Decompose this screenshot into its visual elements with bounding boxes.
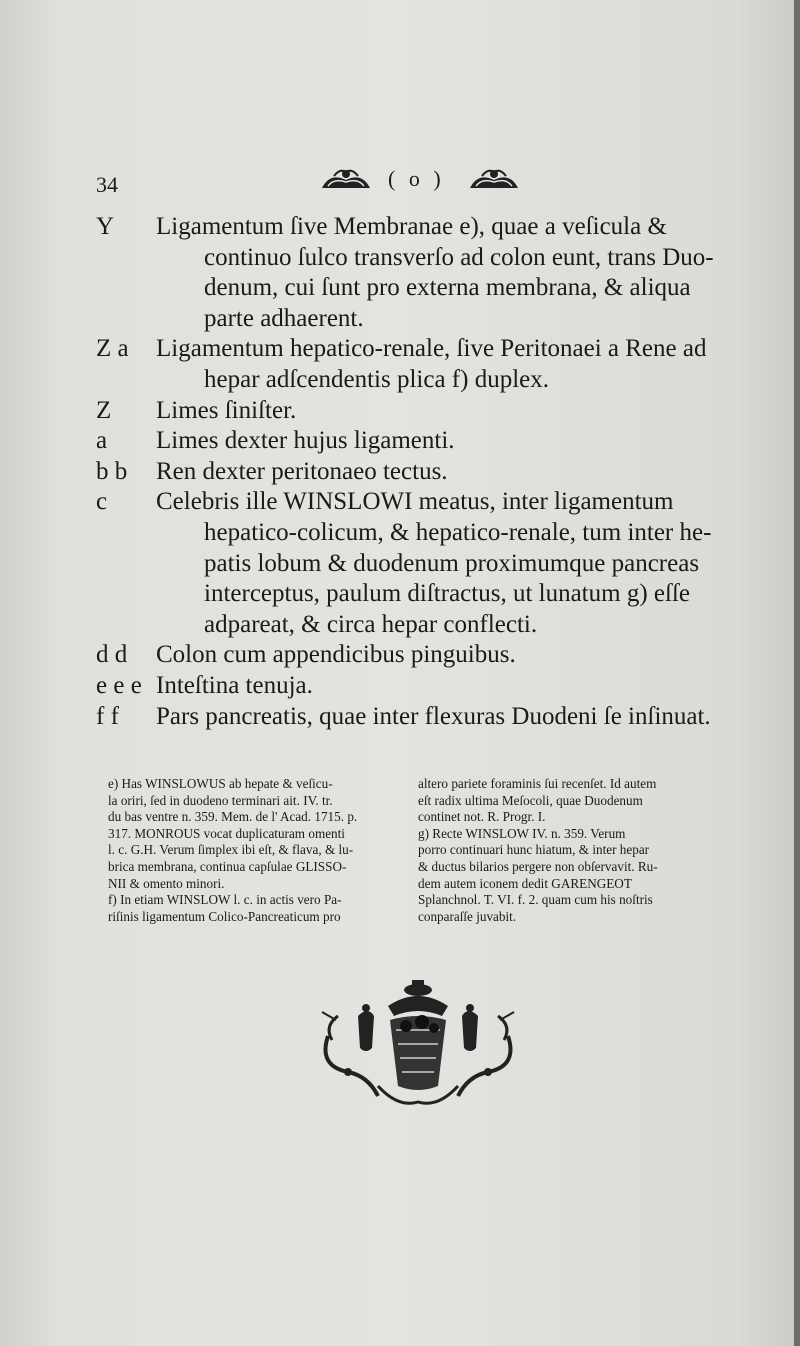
legend-line: Celebris ille WINSLOWI meatus, inter ligamentum bbox=[156, 488, 674, 516]
footnote-line: f) In etiam WINSLOW l. c. in actis vero Pa- bbox=[108, 892, 342, 908]
legend-line: Pars pancreatis, quae inter flexuras Duodeni ſe inſinuat. bbox=[156, 702, 711, 730]
legend-text bbox=[156, 426, 746, 457]
legend-entry bbox=[96, 457, 746, 488]
legend-key: b b bbox=[96, 457, 128, 485]
legend-key: a bbox=[96, 427, 108, 455]
legend-line: adpareat, & circa hepar conflecti. bbox=[204, 610, 538, 638]
legend-key: Y bbox=[96, 213, 115, 240]
legend-line: Ren dexter peritonaeo tectus. bbox=[156, 457, 448, 485]
footnote-line: g) Recte WINSLOW IV. n. 359. Verum bbox=[418, 825, 626, 841]
legend-line: Limes dexter hujus ligamenti. bbox=[156, 427, 455, 455]
legend-entry bbox=[96, 487, 746, 640]
footnote-column-right bbox=[418, 776, 714, 925]
legend-entry bbox=[96, 334, 746, 395]
legend-text bbox=[156, 487, 746, 640]
legend-entry bbox=[96, 212, 746, 334]
footnote-line: altero pariete foraminis ſui recenſet. Id autem bbox=[418, 776, 657, 791]
legend-line: parte adhaerent. bbox=[204, 304, 364, 332]
legend-line: Ligamentum ſive Membranae e), quae a veſicula & bbox=[156, 213, 667, 240]
header-mark: ( o ) bbox=[388, 166, 445, 191]
legend-entry bbox=[96, 640, 746, 671]
footnote-line: NII & omento minori. bbox=[108, 875, 225, 891]
footnote-line: e) Has WINSLOWUS ab hepate & veſicu- bbox=[108, 776, 333, 791]
footnote-line: eſt radix ultima Meſocoli, quae Duodenum bbox=[418, 792, 643, 808]
legend-line: Limes ſiniſter. bbox=[156, 396, 297, 424]
legend-line: interceptus, paulum diſtractus, ut lunatum g) eſſe bbox=[204, 580, 690, 608]
legend-key: Z a bbox=[96, 335, 129, 363]
header-ornament-group bbox=[320, 162, 520, 198]
page-number: 34 bbox=[96, 172, 118, 197]
legend-line: Colon cum appendicibus pinguibus. bbox=[156, 641, 516, 669]
right-fleuron-icon bbox=[468, 166, 520, 192]
footnote-line: brica membrana, continua capſulae GLISSO- bbox=[108, 858, 347, 874]
legend-key: Z bbox=[96, 396, 112, 424]
page-edge-shadow bbox=[794, 0, 800, 1346]
legend-line: hepatico-colicum, & hepatico-renale, tum inter he- bbox=[204, 518, 712, 546]
legend-text bbox=[156, 212, 746, 334]
page-header bbox=[0, 160, 800, 200]
footnote-line: continet not. R. Progr. I. bbox=[418, 809, 546, 825]
footnote-line: la oriri, ſed in duodeno terminari ait. IV. tr. bbox=[108, 792, 333, 808]
legend-text bbox=[156, 457, 746, 488]
legend-line: patis lobum & duodenum proximumque pancreas bbox=[204, 549, 700, 577]
left-fleuron-icon bbox=[320, 166, 372, 192]
legend-line: Ligamentum hepatico-renale, ſive Peritonaei a Rene ad bbox=[156, 335, 707, 363]
footnote-line: porro continuari hunc hiatum, & inter hepar bbox=[418, 842, 650, 858]
legend-text bbox=[156, 396, 746, 427]
figure-legend-entries bbox=[96, 212, 746, 732]
legend-entry bbox=[96, 426, 746, 457]
footnote-line: du bas ventre n. 359. Mem. de l' Acad. 1715. p. bbox=[108, 809, 358, 825]
legend-text bbox=[156, 702, 746, 733]
legend-text bbox=[156, 334, 746, 395]
legend-line: hepar adſcendentis plica f) duplex. bbox=[204, 365, 549, 393]
legend-text bbox=[156, 671, 746, 702]
legend-text bbox=[156, 640, 746, 671]
footnote-line: conparaſſe juvabit. bbox=[418, 908, 517, 924]
footnote-line: 317. MONROUS vocat duplicaturam omenti bbox=[108, 825, 345, 841]
legend-line: denum, cui ſunt pro externa membrana, & aliqua bbox=[204, 274, 691, 302]
footnote-line: & ductus bilarios pergere non obſervavit. Ru- bbox=[418, 858, 658, 874]
legend-entry bbox=[96, 396, 746, 427]
footnote-line: riſinis ligamentum Colico-Pancreaticum pro bbox=[108, 908, 341, 924]
legend-line: continuo ſulco transverſo ad colon eunt, trans Duo- bbox=[204, 243, 714, 271]
footnote-line: dem autem iconem dedit GARENGEOT bbox=[418, 875, 632, 891]
legend-key: f f bbox=[96, 702, 119, 730]
legend-key: e e e bbox=[96, 671, 142, 699]
legend-key: d d bbox=[96, 641, 128, 669]
legend-line: Inteſtina tenuja. bbox=[156, 671, 313, 699]
footnote-column-left bbox=[108, 776, 404, 925]
legend-entry bbox=[96, 671, 746, 702]
footnote-line: l. c. G.H. Verum ſimplex ibi eſt, & flava, & lu- bbox=[108, 842, 354, 858]
legend-key: c bbox=[96, 488, 108, 516]
tailpiece-vignette-icon bbox=[318, 976, 518, 1116]
legend-entry bbox=[96, 702, 746, 733]
footnote-line: Splanchnol. T. VI. f. 2. quam cum his noſtris bbox=[418, 892, 653, 908]
